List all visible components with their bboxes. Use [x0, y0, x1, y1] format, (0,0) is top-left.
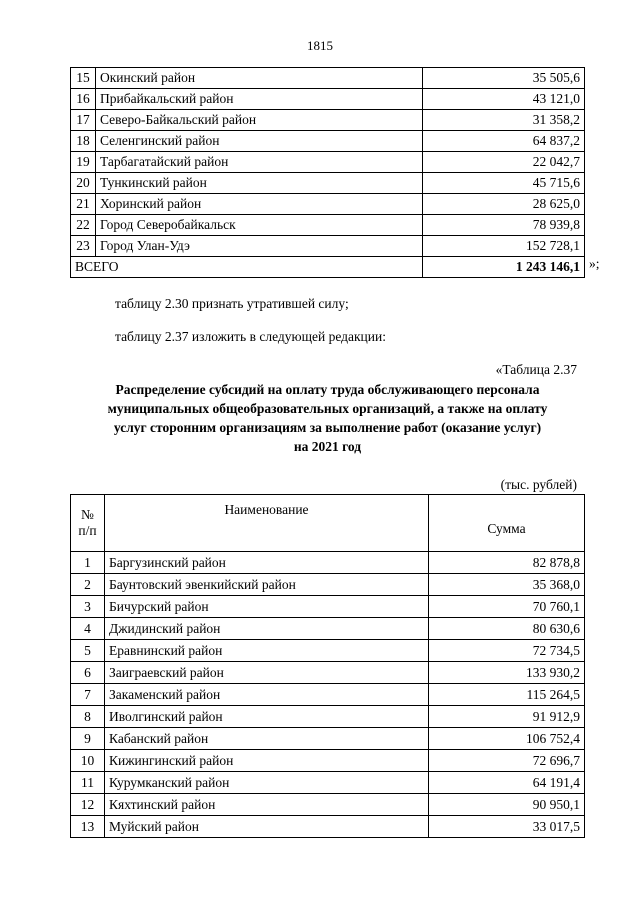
district-name: Хоринский район: [96, 194, 423, 215]
amount: 106 752,4: [429, 728, 585, 750]
heading-line: Распределение субсидий на оплату труда обслуживающего персонала: [115, 382, 540, 397]
row-number: 13: [71, 816, 105, 838]
amount: 72 734,5: [429, 640, 585, 662]
row-number: 12: [71, 794, 105, 816]
row-number: 9: [71, 728, 105, 750]
amount: 22 042,7: [423, 152, 585, 173]
amount: 33 017,5: [429, 816, 585, 838]
table-row: [71, 684, 585, 706]
subsidy-table-2-37: [70, 494, 585, 838]
total-label: ВСЕГО: [71, 257, 423, 278]
district-name: Тункинский район: [96, 173, 423, 194]
row-number: 22: [71, 215, 96, 236]
district-name: Иволгинский район: [105, 706, 429, 728]
row-number: 15: [71, 68, 96, 89]
header-num-abbr: п/п: [78, 523, 97, 538]
district-name: Кяхтинский район: [105, 794, 429, 816]
district-name: Еравнинский район: [105, 640, 429, 662]
table-row: [71, 194, 585, 215]
amount: 115 264,5: [429, 684, 585, 706]
district-name: Джидинский район: [105, 618, 429, 640]
table-row: [71, 574, 585, 596]
row-number: 23: [71, 236, 96, 257]
table-row: [71, 552, 585, 574]
district-name: Окинский район: [96, 68, 423, 89]
table-row: [71, 152, 585, 173]
amount: 31 358,2: [423, 110, 585, 131]
total-row: [71, 257, 585, 278]
district-name: Селенгинский район: [96, 131, 423, 152]
paragraph-table-2-30: таблицу 2.30 признать утратившей силу;: [115, 296, 349, 311]
header-num-symbol: №: [81, 507, 94, 522]
table-row: [71, 706, 585, 728]
amount: 45 715,6: [423, 173, 585, 194]
table-row: [71, 131, 585, 152]
row-number: 4: [71, 618, 105, 640]
table-row: [71, 750, 585, 772]
table-row: [71, 662, 585, 684]
column-header-amount: Сумма: [429, 495, 585, 552]
total-amount: 1 243 146,1: [423, 257, 585, 278]
district-name: Город Улан-Удэ: [96, 236, 423, 257]
table-row: [71, 728, 585, 750]
amount: 78 939,8: [423, 215, 585, 236]
column-header-number: [71, 495, 105, 552]
row-number: 1: [71, 552, 105, 574]
heading-line: на 2021 год: [293, 439, 362, 454]
row-number: 8: [71, 706, 105, 728]
row-number: 7: [71, 684, 105, 706]
table-header-row: [71, 495, 585, 552]
amount: 28 625,0: [423, 194, 585, 215]
table-row: [71, 794, 585, 816]
district-name: Закаменский район: [105, 684, 429, 706]
units-label: (тыс. рублей): [500, 477, 577, 492]
table-heading: [70, 380, 585, 456]
row-number: 11: [71, 772, 105, 794]
amount: 43 121,0: [423, 89, 585, 110]
row-number: 17: [71, 110, 96, 131]
amount: 80 630,6: [429, 618, 585, 640]
table-row: [71, 618, 585, 640]
amount: 70 760,1: [429, 596, 585, 618]
amount: 64 837,2: [423, 131, 585, 152]
table-row: [71, 236, 585, 257]
row-number: 20: [71, 173, 96, 194]
row-number: 16: [71, 89, 96, 110]
district-name: Муйский район: [105, 816, 429, 838]
amount: 91 912,9: [429, 706, 585, 728]
amount: 90 950,1: [429, 794, 585, 816]
paragraph-table-2-37: таблицу 2.37 изложить в следующей редакции:: [115, 329, 386, 344]
district-name: Кижингинский район: [105, 750, 429, 772]
heading-line: муниципальных общеобразовательных организаций, а также на оплату: [107, 401, 548, 416]
amount: 133 930,2: [429, 662, 585, 684]
table-row: [71, 89, 585, 110]
table-row: [71, 816, 585, 838]
table-row: [71, 596, 585, 618]
table-row: [71, 215, 585, 236]
district-name: Северо-Байкальский район: [96, 110, 423, 131]
amount: 82 878,8: [429, 552, 585, 574]
table-row: [71, 772, 585, 794]
subsidy-table-continuation: [70, 67, 585, 278]
district-name: Тарбагатайский район: [96, 152, 423, 173]
row-number: 19: [71, 152, 96, 173]
district-name: Баунтовский эвенкийский район: [105, 574, 429, 596]
district-name: Город Северобайкальск: [96, 215, 423, 236]
table-row: [71, 640, 585, 662]
row-number: 6: [71, 662, 105, 684]
closing-quote: »;: [589, 256, 600, 271]
district-name: Кабанский район: [105, 728, 429, 750]
district-name: Курумканский район: [105, 772, 429, 794]
row-number: 3: [71, 596, 105, 618]
amount: 35 368,0: [429, 574, 585, 596]
table-reference: «Таблица 2.37: [495, 362, 577, 377]
row-number: 10: [71, 750, 105, 772]
row-number: 21: [71, 194, 96, 215]
district-name: Прибайкальский район: [96, 89, 423, 110]
amount: 35 505,6: [423, 68, 585, 89]
page-number: 1815: [307, 38, 333, 53]
row-number: 2: [71, 574, 105, 596]
table-row: [71, 68, 585, 89]
heading-line: услуг сторонним организациям за выполнение работ (оказание услуг): [113, 420, 542, 435]
column-header-name: Наименование: [105, 495, 429, 552]
table-row: [71, 110, 585, 131]
table-row: [71, 173, 585, 194]
row-number: 18: [71, 131, 96, 152]
district-name: Баргузинский район: [105, 552, 429, 574]
district-name: Заиграевский район: [105, 662, 429, 684]
amount: 72 696,7: [429, 750, 585, 772]
amount: 64 191,4: [429, 772, 585, 794]
amount: 152 728,1: [423, 236, 585, 257]
row-number: 5: [71, 640, 105, 662]
district-name: Бичурский район: [105, 596, 429, 618]
